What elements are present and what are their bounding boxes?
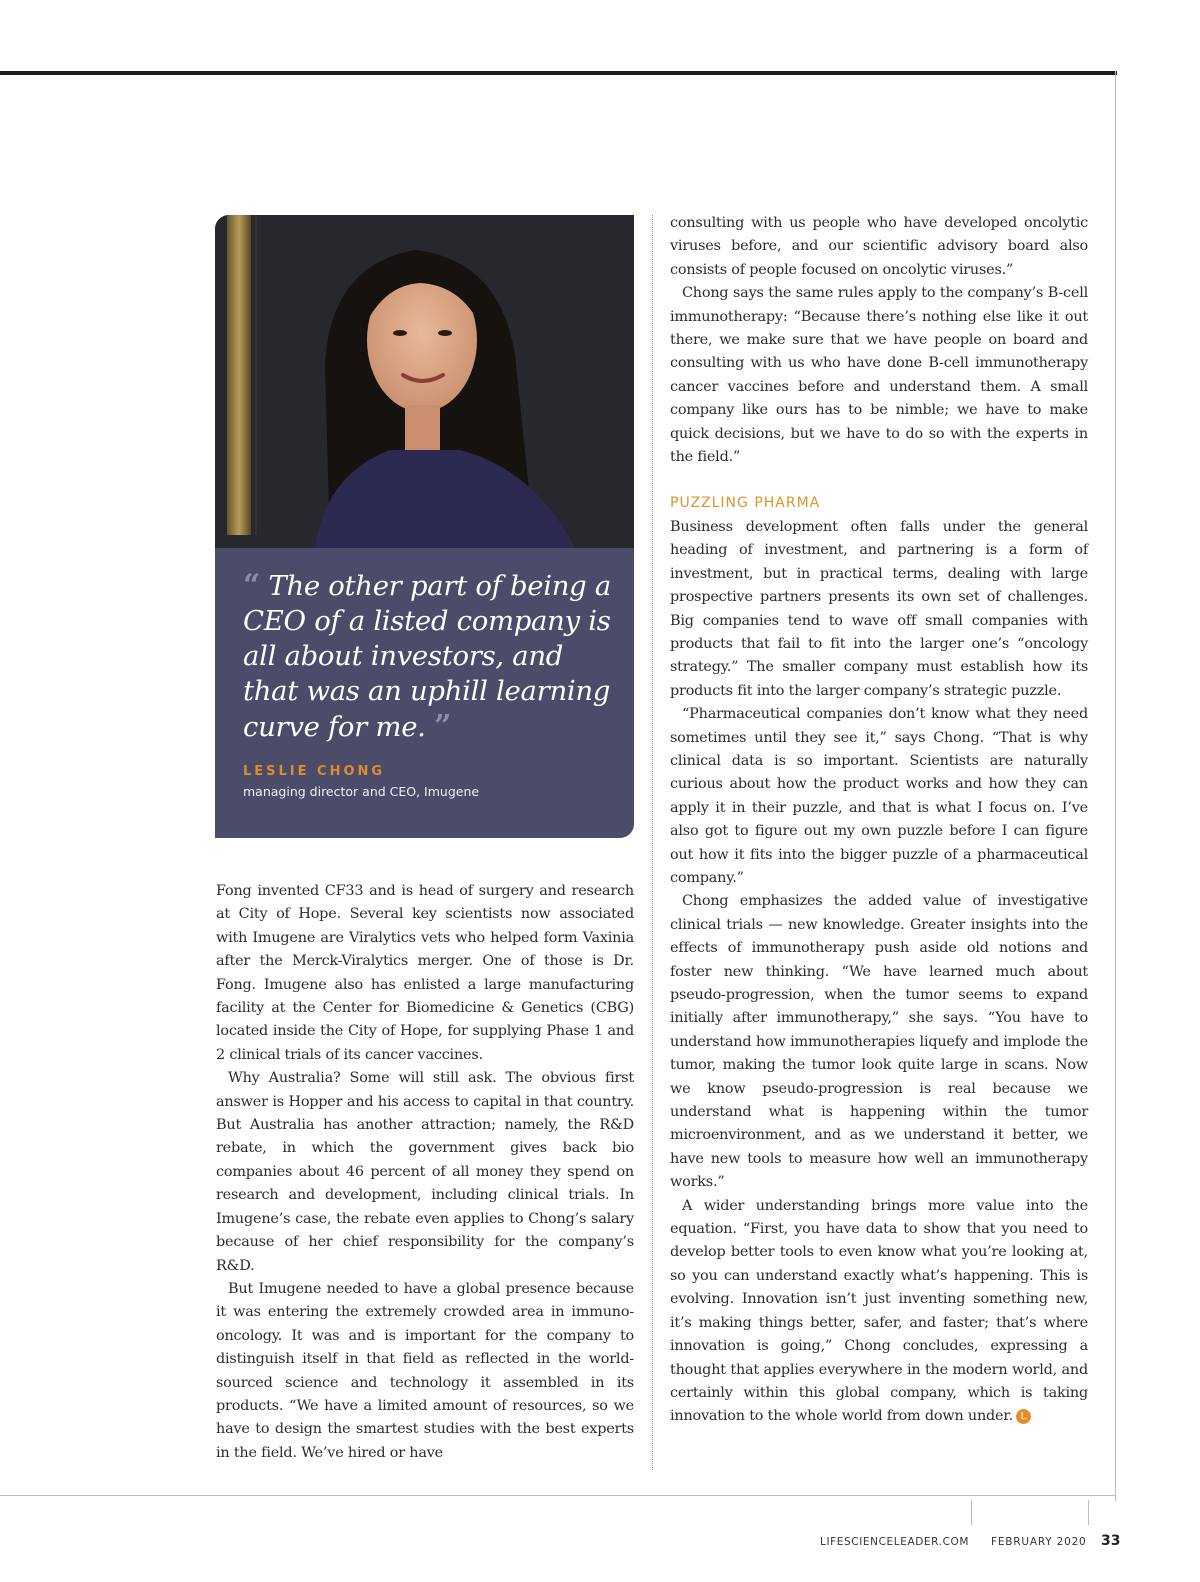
body-paragraph: “Pharmaceutical companies don’t know what they need sometimes until they see it,” says Chong. “That is why clinical data is so important. Scientists are naturally curious about how the product works and how they can apply it in their puzzle, and that is what I focus on. I’ve also got to figure out my own puzzle before I can figure out how it fits into the bigger puzzle of a pharmaceutical company.” [670, 706, 1088, 886]
close-quote-mark: ” [434, 709, 452, 744]
body-paragraph: Chong says the same rules apply to the company’s B-cell immunotherapy: “Because there’s nothing else like it out there, we make sure that we have people on board and consulting with us who have done B-cell immunotherapy cancer vaccines before and understand them. A small company like ours has to be nimble; we have to make quick decisions, but we have to do so with the experts in the field.” [670, 285, 1088, 466]
footer-separator [1088, 1500, 1089, 1525]
end-of-article-icon: L [1016, 1409, 1031, 1424]
pull-quote-body: The other part of being a CEO of a listed company is all about investors, and that was an uphill learning curve for me. [243, 570, 612, 743]
pull-quote-box [215, 548, 634, 838]
body-paragraph: consulting with us people who have developed oncolytic viruses before, and our scientific advisory board also consists of people focused on oncolytic viruses.” [670, 215, 1088, 278]
left-column [216, 880, 634, 1465]
body-paragraph: Fong invented CF33 and is head of surgery and research at City of Hope. Several key scientists now associated with Imugene are Viralytics vets who helped form Vaxinia after the Merck-Viralytics merger. One of those is Dr. Fong. Imugene also has enlisted a large manufacturing facility at the Center for Biomedicine & Genetics (CBG) located inside the City of Hope, for supplying Phase 1 and 2 clinical trials of its cancer vaccines. [216, 883, 634, 1063]
final-paragraph-text: A wider understanding brings more value into the equation. “First, you have data to show that you need to develop better tools to even know what you’re looking at, so you can understand exactly what’s happening. This is evolving. Innovation isn’t just inventing something new, it’s making things better, safer, and faster; that’s where innovation is going,” Chong concludes, expressing a thought that applies everywhere in the modern world, and certainly within this global company, which is taking innovation to the whole world from down under. [670, 1197, 1088, 1425]
footer-separator [971, 1500, 972, 1525]
pull-quote-text [243, 568, 618, 745]
page-number: 33 [1101, 1533, 1121, 1549]
right-margin-rule [1115, 71, 1116, 1501]
body-paragraph: But Imugene needed to have a global presence because it was entering the extremely crowded area in immuno-oncology. It was and is important for the company to distinguish itself in that field as reflected in the world-sourced science and technology it assembled in its products. “We have a limited amount of resources, so we have to design the smartest studies with the best experts in the field. We’ve hired or have [216, 1280, 634, 1461]
footer-rule [0, 1495, 1116, 1496]
pull-quote-attribution-name: LESLIE CHONG [243, 764, 386, 779]
body-paragraph-final [670, 1195, 1088, 1429]
column-divider [652, 215, 653, 1470]
section-subhead: PUZZLING PHARMA [670, 495, 821, 512]
body-paragraph: Business development often falls under the general heading of investment, and partnering is a form of investment, but in practical terms, dealing with large prospective partners presents its own set of challenges. Big companies tend to wave off small companies with products that fail to fit into the larger one’s “oncology strategy.” The smaller company must establish how its products fit into the larger company’s strategic puzzle. [670, 518, 1088, 699]
portrait-photo [215, 215, 634, 548]
open-quote-mark: “ [243, 568, 260, 603]
body-paragraph: Chong emphasizes the added value of investigative clinical trials — new knowledge. Greater insights into the effects of immunotherapy push aside old notions and foster new thinking. “We have learned much about pseudo-progression, when the tumor seems to expand initially after immunotherapy,” she says. “You have to understand how immunotherapies liquefy and implode the tumor, making the tumor look quite large in scans. Now we know pseudo-progression is real because we understand what is happening within the tumor microenvironment, and as we understand it better, we have new tools to measure how well an immunotherapy works.” [670, 893, 1088, 1191]
top-rule [0, 71, 1117, 75]
footer-issue-date: FEBRUARY 2020 [991, 1536, 1087, 1548]
pull-quote-attribution-role: managing director and CEO, Imugene [243, 784, 480, 799]
footer-website: LIFESCIENCELEADER.COM [820, 1536, 970, 1548]
right-column [670, 212, 1088, 1429]
body-paragraph: Why Australia? Some will still ask. The obvious first answer is Hopper and his access to capital in that country. But Australia has another attraction; namely, the R&D rebate, in which the government gives back bio companies about 46 percent of all money they spend on research and development, including clinical trials. In Imugene’s case, the rebate even applies to Chong’s salary because of her chief responsibility for the company’s R&D. [216, 1070, 634, 1274]
